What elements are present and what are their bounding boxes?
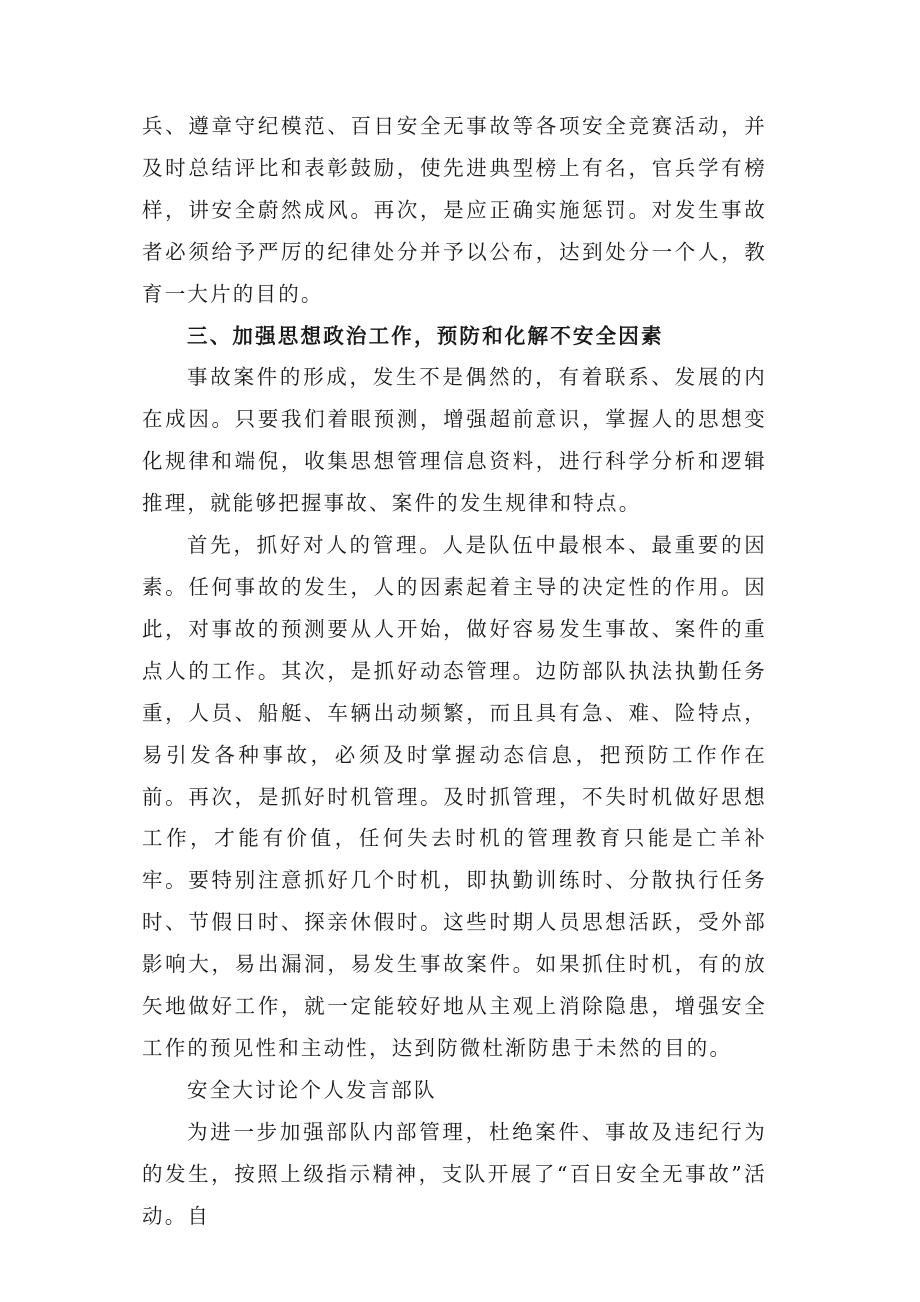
document-body	[142, 106, 767, 1237]
section-heading: 三、加强思想政治工作，预防和化解不安全因素	[187, 323, 664, 348]
speech-title: 安全大讨论个人发言部队	[187, 1077, 437, 1102]
paragraph-causes: 事故案件的形成，发生不是偶然的，有着联系、发展的内在成因。只要我们着眼预测，增强超前意识，掌握人的思想变化规律和端倪，收集思想管理信息资料，进行科学分析和逻辑推理，就能够把握事故、案件的发生规律和特点。	[142, 365, 767, 516]
paragraph-intro: 为进一步加强部队内部管理，杜绝案件、事故及违纪行为的发生，按照上级指示精神，支队开展了“百日安全无事故”活动。自	[142, 1119, 767, 1228]
paragraph-management: 首先，抓好对人的管理。人是队伍中最根本、最重要的因素。任何事故的发生，人的因素起着主导的决定性的作用。因此，对事故的预测要从人开始，做好容易发生事故、案件的重点人的工作。其次，是抓好动态管理。边防部队执法执勤任务重，人员、船艇、车辆出动频繁，而且具有急、难、险特点，易引发各种事故，必须及时掌握动态信息，把预防工作作在前。再次，是抓好时机管理。及时抓管理，不失时机做好思想工作，才能有价值，任何失去时机的管理教育只能是亡羊补牢。要特别注意抓好几个时机，即执勤训练时、分散执行任务时、节假日时、探亲休假时。这些时期人员思想活跃，受外部影响大，易出漏洞，易发生事故案件。如果抓住时机，有的放矢地做好工作，就一定能较好地从主观上消除隐患，增强安全工作的预见性和主动性，达到防微杜渐防患于未然的目的。	[142, 533, 767, 1060]
paragraph-continuation: 兵、遵章守纪模范、百日安全无事故等各项安全竞赛活动，并及时总结评比和表彰鼓励，使先进典型榜上有名，官兵学有榜样，讲安全蔚然成风。再次，是应正确实施惩罚。对发生事故者必须给予严厉的纪律处分并予以公布，达到处分一个人，教育一大片的目的。	[142, 114, 767, 306]
